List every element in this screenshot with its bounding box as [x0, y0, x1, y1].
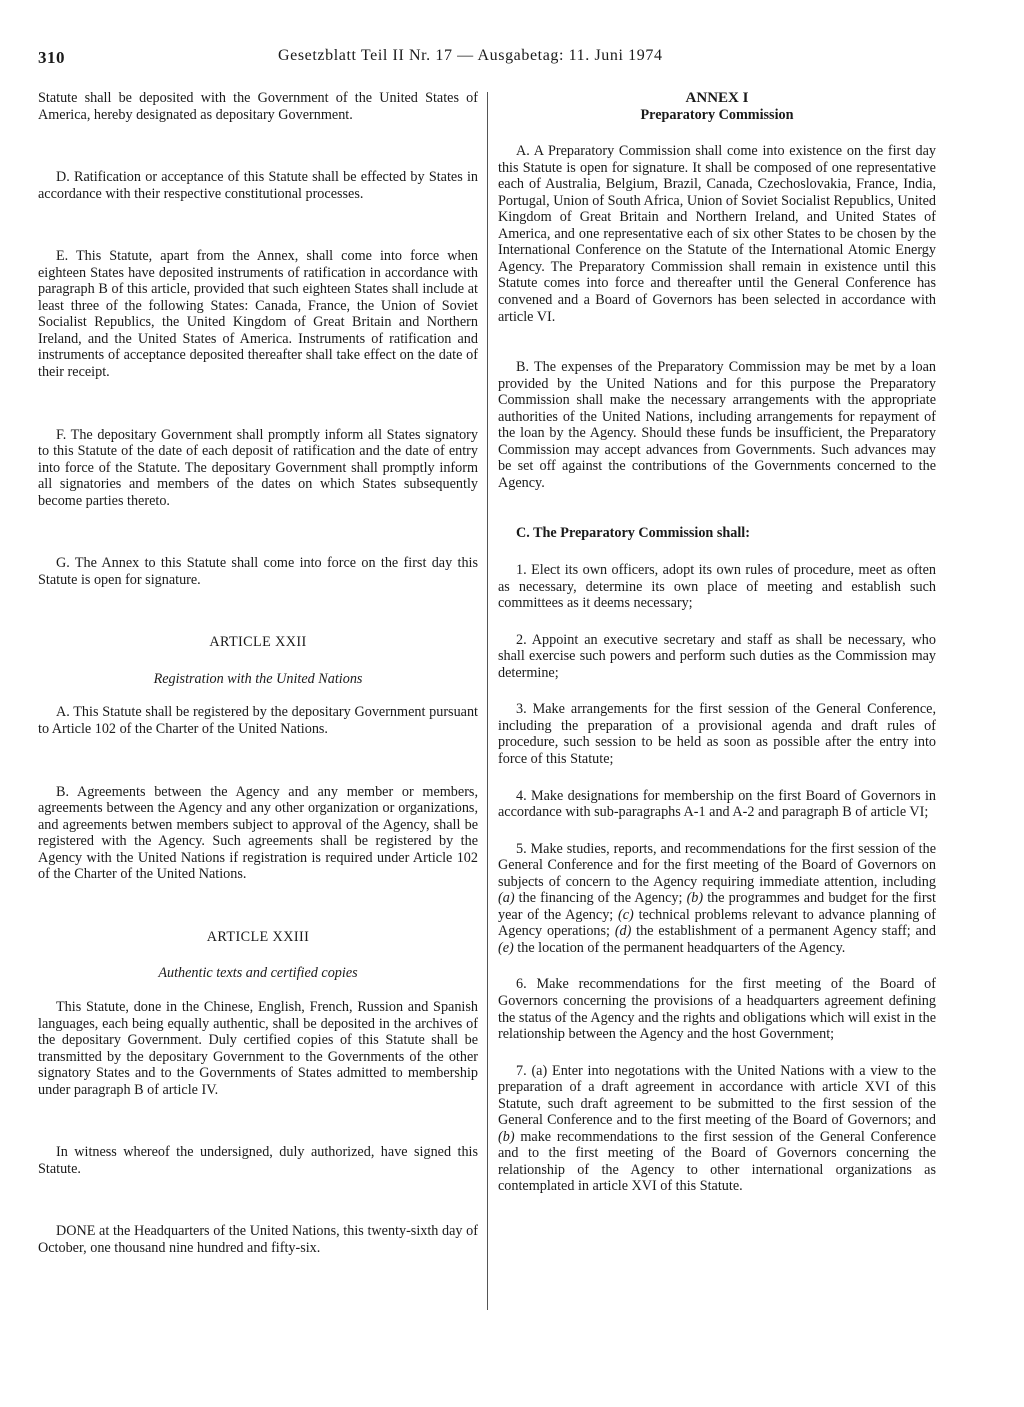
- column-divider: [487, 92, 488, 1310]
- annex-item-5-text: the financing of the Agency;: [514, 890, 687, 907]
- paragraph-xxii-b: B. Agreements between the Agency and any member or members, agreements between the Agency and any other organization or organizations, and agreements betwen members subject to approval of the Agency, shall be registered with the Agency. Such agreements shall be registered by the Agency with the United Nations if registration is required under Article 102 of the Charter of the United Nations.: [38, 783, 478, 883]
- annex-item-7-text: make recommendations to the first session of the General Conference and to the first meeting of the Board of Governors concerning the relationship of the Agency to other international organizations as contemplated in article XVI of this Statute.: [498, 1128, 936, 1195]
- article-xxiii-title: ARTICLE XXIII: [206, 928, 310, 945]
- article-xxii-subtitle: Registration with the United Nations: [153, 670, 363, 687]
- paragraph-e: E. This Statute, apart from the Annex, shall come into force when eighteen States have deposited instruments of ratification in accordance with paragraph B of this article, provided that such eighteen States shall include at least three of the following States: Canada, France, the Union of Soviet Socialist Republics, the United Kingdom of Great Britain and Northern Ireland, and the United States of America. Instruments of ratification and instruments of acceptance deposited thereafter shall take effect on the date of their receipt.: [38, 248, 478, 381]
- annex-item-3: 3. Make arrangements for the first session of the General Conference, including the preparation of a provisional agenda and draft rules of procedure, such session to be held as soon as possible after the entry into force of this Statute;: [498, 701, 936, 767]
- annex-paragraph-b: B. The expenses of the Preparatory Commission may be met by a loan provided by the United Nations and for this purpose the Preparatory Commission shall make the necessary arrangements with the appropriate authorities of the United Nations, including arrangements for repayment of the loan by the Agency. Should these funds be insufficient, the Preparatory Commission may accept advances from Governments. Such advances may be set off against the contributions of the Governments concerned to the Agency.: [498, 359, 936, 491]
- paragraph-xxiii: This Statute, done in the Chinese, English, French, Russion and Spanish languages, each being equally authentic, shall be deposited in the archives of the depositary Government. Duly certified copies of this Statute shall be transmitted by the depositary Government to the Governments of the other signatory States and to the Governments of States admitted to membership under paragraph B of article IV.: [38, 998, 478, 1098]
- paragraph-f: F. The depositary Government shall promptly inform all States signatory to this Statute of the date of each deposit of ratification and the date of entry into force of the Statute. The depositary Government shall promptly inform all signatories and members of the dates on which States subsequently become parties thereto.: [38, 426, 478, 509]
- running-header: Gesetzblatt Teil II Nr. 17 — Ausgabetag: 11. Juni 1974: [278, 47, 663, 64]
- paragraph-continuation: Statute shall be deposited with the Government of the United States of America, hereby designated as depositary Government.: [38, 90, 478, 123]
- right-column: [498, 90, 936, 1195]
- annex-paragraph-c-heading: C. The Preparatory Commission shall:: [516, 525, 750, 542]
- annex-subtitle: Preparatory Commission: [640, 106, 794, 123]
- annex-item-5-label-e: (e): [498, 939, 514, 956]
- article-xxiii-subtitle: Authentic texts and certified copies: [158, 965, 358, 982]
- paragraph-xxii-a: A. This Statute shall be registered by the depositary Government pursuant to Article 102 of the Charter of the United Nations.: [38, 704, 478, 738]
- annex-item-6: 6. Make recommendations for the first meeting of the Board of Governors concerning the provisions of a headquarters agreement defining the status of the Agency and the rights and obligations which will exist in the relationship between the Agency and the host Government;: [498, 976, 936, 1043]
- annex-item-5-label-c: (c): [618, 906, 634, 923]
- annex-item-7-label-b: (b): [498, 1128, 515, 1145]
- annex-item-7-text: 7. (a) Enter into negotations with the United Nations with a view to the preparation of a draft agreement in accordance with article XVI of this Statute, such draft agreement to be submitted to the first session of the General Conference and to the first meeting of the Board of Governors; and: [498, 1062, 936, 1129]
- annex-item-7: [498, 1063, 936, 1195]
- annex-item-5-text: the location of the permanent headquarters of the Agency.: [513, 939, 846, 956]
- annex-item-4: 4. Make designations for membership on the first Board of Governors in accordance with sub-paragraphs A-1 and A-2 and paragraph B of article VI;: [498, 787, 936, 821]
- paragraph-witness: In witness whereof the undersigned, duly authorized, have signed this Statute.: [38, 1144, 478, 1177]
- annex-item-5-label-b: (b): [686, 890, 704, 907]
- article-xxii-title: ARTICLE XXII: [209, 634, 307, 651]
- annex-item-5: [498, 841, 936, 957]
- annex-item-5-text: technical problems relevant to advance planning of Agency operations;: [498, 906, 937, 940]
- annex-item-5-label-d: (d): [614, 923, 632, 940]
- annex-item-5-text: the programmes and budget for the first year of the Agency;: [498, 890, 937, 923]
- paragraph-d: D. Ratification or acceptance of this Statute shall be effected by States in accordance with their respective constitutional processes.: [38, 169, 478, 202]
- annex-title: ANNEX I: [685, 90, 749, 106]
- annex-item-1: 1. Elect its own officers, adopt its own rules of procedure, meet as often as necessary, determine its own place of meeting and establish such committees as it deems necessary;: [498, 562, 936, 612]
- annex-paragraph-a: A. A Preparatory Commission shall come into existence on the first day this Statute is open for signature. It shall be composed of one representative each of Australia, Belgium, Brazil, Canada, Czechoslovakia, France, India, Portugal, Union of South Africa, Union of Soviet Socialist Republics, United Kingdom of Great Britain and Northern Ireland, and United States of America, and one representative each of six other States to be chosen by the International Conference on the Statute of the International Atomic Energy Agency. The Preparatory Commission shall remain in existence until this Statute comes into force and thereafter until the General Conference has convened and a Board of Governors has been selected in accordance with article VI.: [498, 143, 936, 325]
- paragraph-done: DONE at the Headquarters of the United Nations, this twenty-sixth day of October, one thousand nine hundred and fifty-six.: [38, 1223, 478, 1256]
- annex-item-2: 2. Appoint an executive secretary and staff as shall be necessary, who shall exercise such powers and perform such duties as the Commission may determine;: [498, 631, 936, 681]
- annex-item-5-text: the establishment of a permanent Agency staff; and: [631, 923, 936, 940]
- annex-item-5-text: 5. Make studies, reports, and recommendations for the first session of the General Conference and for the first meeting of the Board of Governors on subjects of concern to the Agency requiring immediate attention, including: [498, 840, 936, 890]
- paragraph-g: G. The Annex to this Statute shall come into force on the first day this Statute is open for signature.: [38, 555, 478, 588]
- left-column: [38, 90, 478, 1256]
- annex-item-5-label-a: (a): [498, 890, 515, 907]
- page-number: 310: [38, 48, 65, 67]
